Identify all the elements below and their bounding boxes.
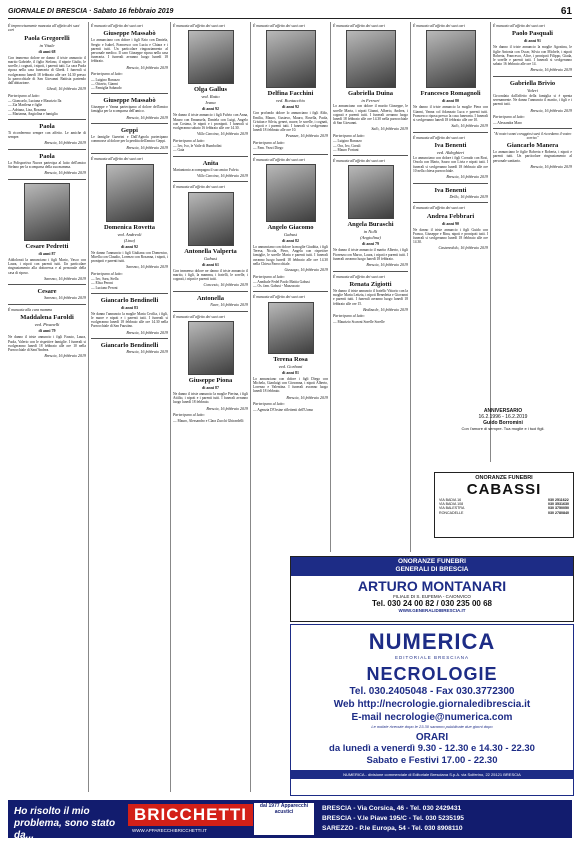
notice-intro: È mancata all'affetto dei suoi cari [91, 157, 143, 162]
deceased-age: di anni 90 [442, 220, 459, 226]
notice-text: Mariantonio accompagna il suo amico Fulvio. [173, 167, 240, 172]
notice-intro: È mancata all'affetto dei suoi cari [333, 24, 385, 28]
notice-place: Brescia, 16 febbraio 2019 [530, 163, 572, 169]
notice-text: Giuseppe e Vanna partecipano al dolore dell'amico famiglia per la scomparsa dell'amico. [91, 105, 168, 114]
notice-intro: È mancata all'affetto dei suoi cari [173, 185, 225, 190]
deceased-name: Giuseppe Massabò [103, 30, 156, 38]
notice-intro: È mancato all'affetto dei suoi cari [493, 24, 545, 28]
deceased-photo [188, 321, 234, 375]
deceased-nickname: (Lina) [123, 237, 136, 243]
notice-place: Brescia, 16 febbraio 2019 [126, 329, 168, 335]
deceased-name: Giancarlo Manera [506, 142, 559, 150]
deceased-subname: ved. Ratto [201, 94, 220, 100]
notice-text: La Polisportiva Nuova partecipa al lutto dell'amico Stefano per la scomparsa della sua mamma. [8, 161, 86, 170]
deceased-age: di anni 87 [38, 251, 56, 257]
deceased-name: Cesare [37, 288, 57, 296]
notice-text: Ne danno l'annuncio la moglie Maria Cecilia, i figli, le nuore e nipoti e i parenti tutti. I funerali si svolgeranno lunedì 18 febbraio alle ore 14.30 nella Parrocchiale di San Faustino. [91, 311, 168, 329]
notice-intro: È mancato all'affetto dei suoi cari [413, 24, 465, 28]
deceased-nickname: (Angiolina) [360, 235, 381, 241]
deceased-subname: in Nolli [363, 229, 378, 235]
notice-text: Lo annunciano con dolore i figli Ezio con Daniela, Sergio e Isabel, Francesco con Lucia e Chiara e i parenti tutti. Un particolare ringraziamento al personale medico. Il caro Giuseppe riposa nella casa funeraria. I funerali avranno luogo lunedì 18 febbraio. [91, 38, 168, 64]
notice-text: Lo annunciano le figlie Roberta e Roberta, i nipoti e parenti tutti. Un particolare ringraziamento al personale sanitario. [493, 150, 572, 163]
numerica-email[interactable]: E-mail necrologie@numerica.com [351, 712, 513, 723]
participation-list: — Fam. Vezzi Diego [253, 146, 284, 151]
notice-intro: È mancata all'affetto dei suoi cari [253, 295, 305, 300]
deceased-name: Guido Borromini [483, 420, 523, 426]
notice-text: Con immenso dolore ne danno il triste annuncio il marito, i figli, la mamma, i fratelli, le sorelle, i cognati, i nipoti e parenti tutti. [173, 268, 248, 282]
deceased-age: di anni 80 [442, 98, 459, 104]
column-2 [91, 22, 168, 797]
deceased-photo [346, 30, 396, 88]
deceased-photo [24, 183, 70, 241]
deceased-name: Gabriella Brivio [509, 80, 556, 88]
ad-cabassi-phones: 030 2511622 030 3531630 030 3750050 030 2780840 [548, 498, 569, 515]
page-number: 61 [560, 6, 572, 17]
notice-text: Ne danno l'annuncio i figli Giuliana con Domenico, Mirella con Claudio, Lorenzo con Rosanna, i nipoti, i pronipoti e parenti tutti. [91, 250, 168, 264]
notice-place: Salò, 16 febbraio 2019 [451, 123, 488, 129]
deceased-age: di anni 81 [282, 369, 299, 375]
notice-place: Brescia, 16 febbraio 2019 [366, 262, 408, 268]
notice-text: Ne danno il triste annuncio i figli Guido con Franca, Giuseppe e Rina, nipoti e pronipoti tutti. I funerali si svolgeranno lunedì 18 febbraio alle ore 14.30. [413, 227, 488, 245]
notice-intro: È mancato all'affetto dei suoi cari [91, 24, 143, 28]
deceased-subname: ved. Pivanelli [34, 322, 60, 328]
notice-intro: È mancato all'affetto dei suoi cari [253, 157, 305, 162]
notice-text: Ne danno il triste annuncio i figli Fausto, Laura, Paola, Valerio con le rispettive famiglie. I funerali si svolgeranno lunedì 18 febbraio alle ore 10 nella Parrocchiale di Sant'Andrea. [8, 335, 86, 353]
deceased-name: Paola Gregorelli [24, 34, 70, 42]
notice-place: Sarezzo, 16 febbraio 2019 [126, 264, 168, 270]
column-1 [8, 22, 86, 797]
ad-montanari-phone: Tel. 030 24 00 82 / 030 235 00 68 [372, 599, 492, 608]
necrologie-title: NECROLOGIE [366, 664, 498, 684]
notice-intro: È mancato all'affetto dei suoi cari [173, 314, 225, 319]
participation-list: — Ivo, Ivo, le Vaile di Rumbolini — Gaia [173, 144, 222, 153]
numerica-note: Le notizie ricevute dopo le 23.30 saranno pubblicate due giorni dopo [371, 724, 493, 729]
notice-intro: È mancata all'affetto dei suoi cari [413, 135, 465, 140]
notice-place: Brescia, 16 febbraio 2019 [126, 349, 168, 355]
deceased-age: di anni 87 [202, 385, 219, 391]
participation-list: — Mauro, Alessandro e Clara Zucchi Ghirardelli [173, 418, 244, 423]
participation-heading: Partecipano al lutto: [253, 274, 285, 279]
deceased-photo [348, 165, 394, 219]
notice-intro: È mancata alla cara mamma [8, 308, 53, 313]
bricchetti-addresses [322, 804, 464, 834]
bricchetti-address-1: BRESCIA - Via Corsica, 46 - Tel. 030 2429431 [322, 805, 462, 812]
bricchetti-address-2: BRESCIA - V.le Piave 195/C - Tel. 030 5235195 [322, 815, 464, 822]
column-divider [250, 22, 251, 792]
notice-text: Con l'amore di sempre. Tua moglie e i tuoi figli. [461, 426, 545, 431]
anniversary-notice [434, 408, 572, 431]
notice-place: Brescia, 16 febbraio 2019 [126, 64, 168, 70]
bricchetti-address-3: SAREZZO - P.le Europa, 54 - Tel. 030 8908110 [322, 825, 463, 832]
notice-text: Ne danno il triste annuncio la moglie Agostina, le figlie Antonia con Oscar, Silvia con Michele, i nipoti Roberta, Francesco, Alice, i pronipoti Filippo, Giada, le sorelle e parenti tutti. I funerali si svolgeranno sabato 16 febbraio alle ore 14. [493, 45, 572, 67]
notice-place: Salò, 16 febbraio 2019 [371, 126, 408, 132]
notice-intro: È mancata all'affetto dei suoi cari [173, 24, 225, 28]
column-divider [88, 22, 89, 792]
notice-text: Ne danno il triste annuncio la moglie Pierina, i figli Attilio, i nipoti e i parenti tutti. I funerali avranno luogo lunedì 18 febbraio. [173, 392, 248, 405]
notice-place: Villa Carcina, 16 febbraio 2019 [197, 131, 248, 137]
ad-cabassi-brand: CABASSI [466, 481, 542, 498]
column-5 [333, 22, 408, 552]
notice-place: Brescia, 16 febbraio 2019 [126, 114, 168, 120]
participation-heading: Partecipano al lutto: [173, 413, 205, 418]
notice-place: Concesio, 16 febbraio 2019 [203, 282, 248, 288]
deceased-photo [188, 30, 234, 84]
participation-list: — Ivo, Sara, Stella — Elisa Peroni — Luciano Peroni [91, 277, 119, 290]
deceased-name: Delfina Facchini [267, 90, 314, 98]
deceased-name: Antonella Valperta [184, 247, 237, 255]
notice-place: Brescia, 16 febbraio 2019 [126, 144, 168, 150]
ad-montanari-brand: ARTURO MONTANARI [357, 578, 507, 594]
numerica-footer: NUMERICA - divisione commerciale di Editoriale Bresciana S.p.A. via Solferino, 22 25121 BRESCIA [291, 770, 573, 779]
participation-heading: Partecipano al lutto: [173, 138, 205, 143]
deceased-name: Gabriella Duina [348, 90, 393, 98]
deceased-name: Anita [202, 159, 219, 167]
deceased-name: Domenica Rovetta [103, 223, 156, 231]
deceased-photo [426, 30, 476, 88]
deceased-age: di anni 92 [121, 243, 138, 249]
memorial-quote: "Ai nostri sonni coraggiosi sarà il ricordamo il vostro sorriso" [493, 131, 572, 141]
notice-text: Le famiglie Guerrini e Dall'Agnola partecipano commosse al dolore per la perdita dell'amico Geppi. [91, 135, 168, 144]
notice-place: Dello, 16 febbraio 2019 [449, 193, 488, 199]
participation-heading: Partecipano al lutto: [333, 134, 365, 139]
notice-intro: È mancata all'affetto dei suoi cari [333, 274, 385, 279]
participation-list: — Luigino Baruzzo — Ottavio, Gianni — Famiglia Sabaudo [91, 77, 122, 91]
deceased-name: Olga Gallus [193, 86, 228, 94]
deceased-nickname: Ivana [205, 100, 216, 106]
numerica-logo-sub: EDITORIALE BRESCIANA [395, 655, 469, 660]
column-7 [493, 22, 572, 406]
notice-text: Ne danno il triste annuncio i figli Fulvio con Anna, Mauro con Emanuela, Daniela con Luigi, Angelo con Cosima, le nipoti e i pronipoti. I funerali si svolgeranno sabato 16 febbraio alle ore 14.30. [173, 113, 248, 131]
notice-place: Brescia, 16 febbraio 2019 [286, 394, 328, 400]
deceased-subname: Gabusi [283, 232, 297, 238]
deceased-name: Andrea Febbrari [426, 212, 475, 220]
ad-cabassi-tagline: ONORANZE FUNEBRI [475, 475, 533, 481]
deceased-name: Terena Rosa [273, 355, 308, 363]
notice-place: Brescia, 16 febbraio 2019 [530, 107, 572, 113]
numerica-hours-weekdays: da lunedì a venerdì 9.30 - 12.30 e 14.30 - 22.30 [329, 743, 535, 754]
notice-text: Ti ricorderemo sempre con affetto. Le amiche di sempre. [8, 131, 86, 140]
notice-place: Brescia, 16 febbraio 2019 [530, 67, 572, 73]
notice-text: Lo annunciano con dolore il marito Giuseppe, le sorelle Marta, i nipoti Gianni, Alberto, Andrea, i cognati e parenti tutti. I funerali avranno luogo lunedì 18 febbraio alle ore 14.30 nella parrocchiale di San Giovanni. [333, 104, 408, 126]
deceased-name: Angela Buraschi [347, 221, 394, 229]
deceased-age: di anni 91 [524, 38, 541, 44]
deceased-name: Paola [39, 123, 55, 131]
numerica-logo: NUMERICA [368, 629, 496, 654]
numerica-phone: Tel. 030.2405048 - Fax 030.3772300 [349, 686, 515, 697]
deceased-age: di anni 61 [202, 261, 219, 267]
ad-bricchetti[interactable] [8, 800, 572, 841]
deceased-subname: ved. Gorbani [278, 363, 303, 369]
anniversary-heading: ANNIVERSARIO [483, 408, 523, 414]
deceased-name: Francesco Romagnoli [420, 90, 481, 98]
participation-list: — Maurizio Scaroni Sorelle Sorelle [333, 319, 385, 324]
column-divider [330, 22, 331, 552]
ad-montanari-band-line1: ONORANZE FUNEBRI [398, 558, 466, 565]
numerica-website[interactable]: Web http://necrologie.giornaledibrescia.it [333, 699, 531, 710]
column-divider [490, 22, 491, 462]
ad-montanari-branch: FILIALE DI S. EUFEMIA - CAIONVICO [393, 594, 471, 599]
notice-place: Brescia, 16 febbraio 2019 [44, 170, 86, 176]
deceased-age: di anni 79 [38, 328, 56, 334]
deceased-name: Renata Zigiotti [349, 281, 392, 289]
notice-place: Sarezzo, 16 febbraio 2019 [44, 275, 86, 281]
participation-heading: Partecipano al lutto: [493, 115, 525, 120]
participation-heading: Partecipano al lutto: [253, 141, 285, 146]
deceased-name: Antonella [196, 295, 225, 303]
deceased-subname: ved. Bontacchio [276, 98, 305, 104]
bricchetti-slogan: Ho risolto il mio problema, sono stato da... [14, 806, 116, 841]
deceased-name: Giuseppe Piona [188, 377, 233, 385]
deceased-photo [268, 302, 314, 354]
column-divider [170, 22, 171, 792]
deceased-name: Angelo Giacomo [267, 224, 314, 232]
notice-place: Nave, 16 febbraio 2019 [210, 302, 248, 308]
deceased-subname: Gabusi [203, 255, 217, 261]
deceased-name: Geppi [121, 127, 138, 135]
notice-text: Con profondo dolore lo annunciano i figli Aldo, Emilia, Mauro, Gustavo, Mauro, Rosella, Paola, Cristian e Silvia, generi, nuore, le sorelle, i cognati, i nipoti e i parenti tutti. I funerali si svolgeranno lunedì 18 febbraio alle ore 10. [253, 111, 328, 133]
ad-numerica-necrologie[interactable] [290, 624, 574, 796]
deceased-name: Iva Benenti [434, 186, 467, 194]
deceased-name: Paola [39, 153, 55, 161]
notice-place: Castenedolo, 16 febbraio 2019 [438, 245, 488, 251]
deceased-age: di anni 92 [202, 106, 219, 112]
notice-place: Brescia, 16 febbraio 2019 [206, 405, 248, 411]
notice-text: Ne danno il triste annuncio la moglie Piera con Gianni, Vanna col fidanzato Luca e parenti tutti. Francesco riposa presso la casa funeraria. I funerali si svolgeranno lunedì 18 febbraio alle ore 10. [413, 105, 488, 123]
deceased-age: di anni 83 [121, 304, 138, 310]
anniversary-dates: 16.2.1996 - 16.2.2019 [478, 414, 528, 420]
participation-heading: Partecipano al lutto: [8, 93, 40, 98]
deceased-age: di anni 92 [282, 104, 299, 110]
newspaper-masthead: GIORNALE DI BRESCIA · Sabato 16 febbraio 2019 [8, 8, 174, 15]
deceased-subname: in Vitale [39, 42, 55, 48]
notice-place: Ghedi, 16 febbraio 2019 [46, 86, 86, 92]
deceased-photo [266, 164, 316, 222]
deceased-name: Giancarlo Bendinelli [100, 342, 159, 350]
ad-cabassi[interactable] [434, 472, 574, 538]
notice-place: Villa Carcina, 16 febbraio 2019 [197, 172, 248, 178]
notice-text: Con immenso dolore ne danno il triste annuncio il marito Gabriele, il figlio Stefano, il nipote Giulio, le sorelle, i cognati, i nipoti, i parenti tutti. La cara Paola riposa nella casa funeraria di Ghedi. I funerali si svolgeranno lunedì 18 febbraio alle ore 14.30 presso la parrocchiale di San Giovanni Battista partendo dall'abitazione. [8, 55, 86, 86]
deceased-subname: in Ferrari [361, 98, 380, 104]
deceased-name: Paolo Pasquali [512, 30, 553, 38]
deceased-photo [188, 192, 234, 246]
column-3 [173, 22, 248, 797]
notice-place: Brescia, 16 febbraio 2019 [446, 174, 488, 180]
bricchetti-since: dal 1977 Apparecchi acustici [254, 803, 314, 835]
numerica-hours-title: ORARI [415, 732, 449, 743]
notice-place: Pezzaze, 16 febbraio 2019 [285, 133, 328, 139]
notice-text: Addolorati la annunciano i figli Mario, Vasco con Laura, i nipoti con parenti tutti. Un particolare ringraziamento alla dottoressa e al personale della casa di riposo. [8, 258, 86, 275]
bricchetti-website[interactable]: WWW.APPARECCHIBRICCHETTI.IT [132, 828, 207, 833]
deceased-name: Maddalena Faroldi [20, 314, 74, 322]
ad-montanari-website[interactable]: WWW.GENERALIDIBRESCIA.IT [398, 608, 466, 613]
notice-place: Brescia, 16 febbraio 2019 [44, 140, 86, 146]
participation-heading: Partecipano al lutto: [91, 271, 123, 276]
notice-text: Lo annunciano con dolore la moglie Giuditta, i figli Teresa, Nicola, Piero, Angela con rispettive famiglie, le sorelle Maria e parenti tutti. I funerali avranno luogo lunedì 18 febbraio alle ore 14.30 nella Chiesa Parrocchiale. [253, 245, 328, 266]
deceased-photo [106, 164, 154, 222]
ad-montanari-band [291, 557, 573, 576]
notice-text: Circondata dall'affetto della famiglia si è spenta serenamente. Ne danno l'annuncio il marito, i figli e i parenti tutti. [493, 94, 572, 107]
deceased-subname: ved. Aldeghieri [436, 150, 465, 156]
participation-list: — Luigino Baruzzo — Ora, Ivo, Gorali — Mauro Fortuni [333, 139, 362, 152]
ad-montanari[interactable] [290, 556, 574, 622]
notice-place: Sarezzo, 16 febbraio 2019 [44, 295, 86, 301]
ad-cabassi-addresses: VIA BADIA 16 VIA BADIA 108 VIA BALESTRA RONCADELLE [439, 498, 465, 515]
notice-text: Lo annunciano con dolore i figli Diego con Michela, Gianluigi con Giovanna, i nipoti Alberto, Lorenzo e Valentina. I funerali avranno luogo lunedì 18 febbraio. [253, 376, 328, 394]
deceased-name: Cesare Pedretti [25, 243, 69, 251]
participation-heading: Partecipano al lutto: [253, 402, 285, 407]
deceased-subname: ved. Andreoli [117, 231, 142, 237]
notice-intro: È mancato all'affetto dei suoi cari [253, 24, 305, 28]
notice-place: Brescia, 16 febbraio 2019 [44, 353, 86, 359]
participation-heading: Partecipano al lutto: [91, 72, 123, 77]
participation-heading: Partecipano al lutto: [333, 314, 365, 319]
notice-place: Bedizzole, 16 febbraio 2019 [363, 306, 408, 312]
deceased-name: Iva Benenti [434, 142, 467, 150]
deceased-age: di anni 79 [362, 241, 379, 247]
participation-list: — Annibale Fedel Paolo Mattia Gabusi — Os. fam. Gabusi - Mazzucato [253, 280, 310, 289]
notice-place: Gussago, 16 febbraio 2019 [284, 267, 328, 273]
page-header [8, 6, 572, 19]
deceased-subname: Valeri [527, 88, 538, 94]
deceased-name: Giuseppe Massabò [103, 97, 156, 105]
deceased-age: di anni 82 [282, 238, 299, 244]
notice-intro: È improvvisamente mancata all'affetto dei suoi cari [8, 24, 80, 33]
notice-text: Ne danno il triste annuncio il marito Alberto, i figli Fiorenza con Marco, Laura, i nipoti e parenti tutti. I funerali avranno luogo lunedì 18 febbraio. [333, 248, 408, 261]
notice-intro: È mancata all'affetto dei suoi cari [333, 159, 385, 164]
notice-intro: È mancato all'affetto dei suoi cari [413, 206, 465, 211]
notice-text: Ne danno il triste annuncio il fratello Vittorio con la moglie Maria Letizia, i nipoti Benedetta e Giovanni e parenti tutti. I funerali avranno luogo lunedì 18 febbraio alle ore 15. [333, 289, 408, 306]
bricchetti-brand: BRICCHETTI [128, 804, 253, 826]
notice-text: Lo annunciano con dolore i figli Corrado con Rosi, Orsola con Mario, Sauro con Livia e nipoti tutti. I funerali si svolgeranno lunedì 18 febbraio alle ore 10 nella chiesa parrocchiale. [413, 156, 488, 173]
ad-montanari-band-line2: GENERALI DI BRESCIA [395, 566, 469, 573]
deceased-age: di anni 68 [38, 48, 56, 54]
deceased-name: Giancarlo Bendinelli [100, 296, 159, 304]
column-divider [410, 22, 411, 552]
participation-list: — Alessandra Maro [493, 120, 522, 125]
participation-list: — Agenzia D'Orsine riflettenti dell'Uomo [253, 407, 314, 412]
numerica-hours-weekend: Sabato e Festivi 17.00 - 22.30 [366, 755, 498, 766]
participation-list: — Giancarlo, Luciana e Maurizio Ila — Zia Marilena e figlie — Adriana, Lisa, Rosanna — Marianna, Angiolina e famiglia [8, 99, 62, 116]
deceased-photo [266, 30, 316, 88]
